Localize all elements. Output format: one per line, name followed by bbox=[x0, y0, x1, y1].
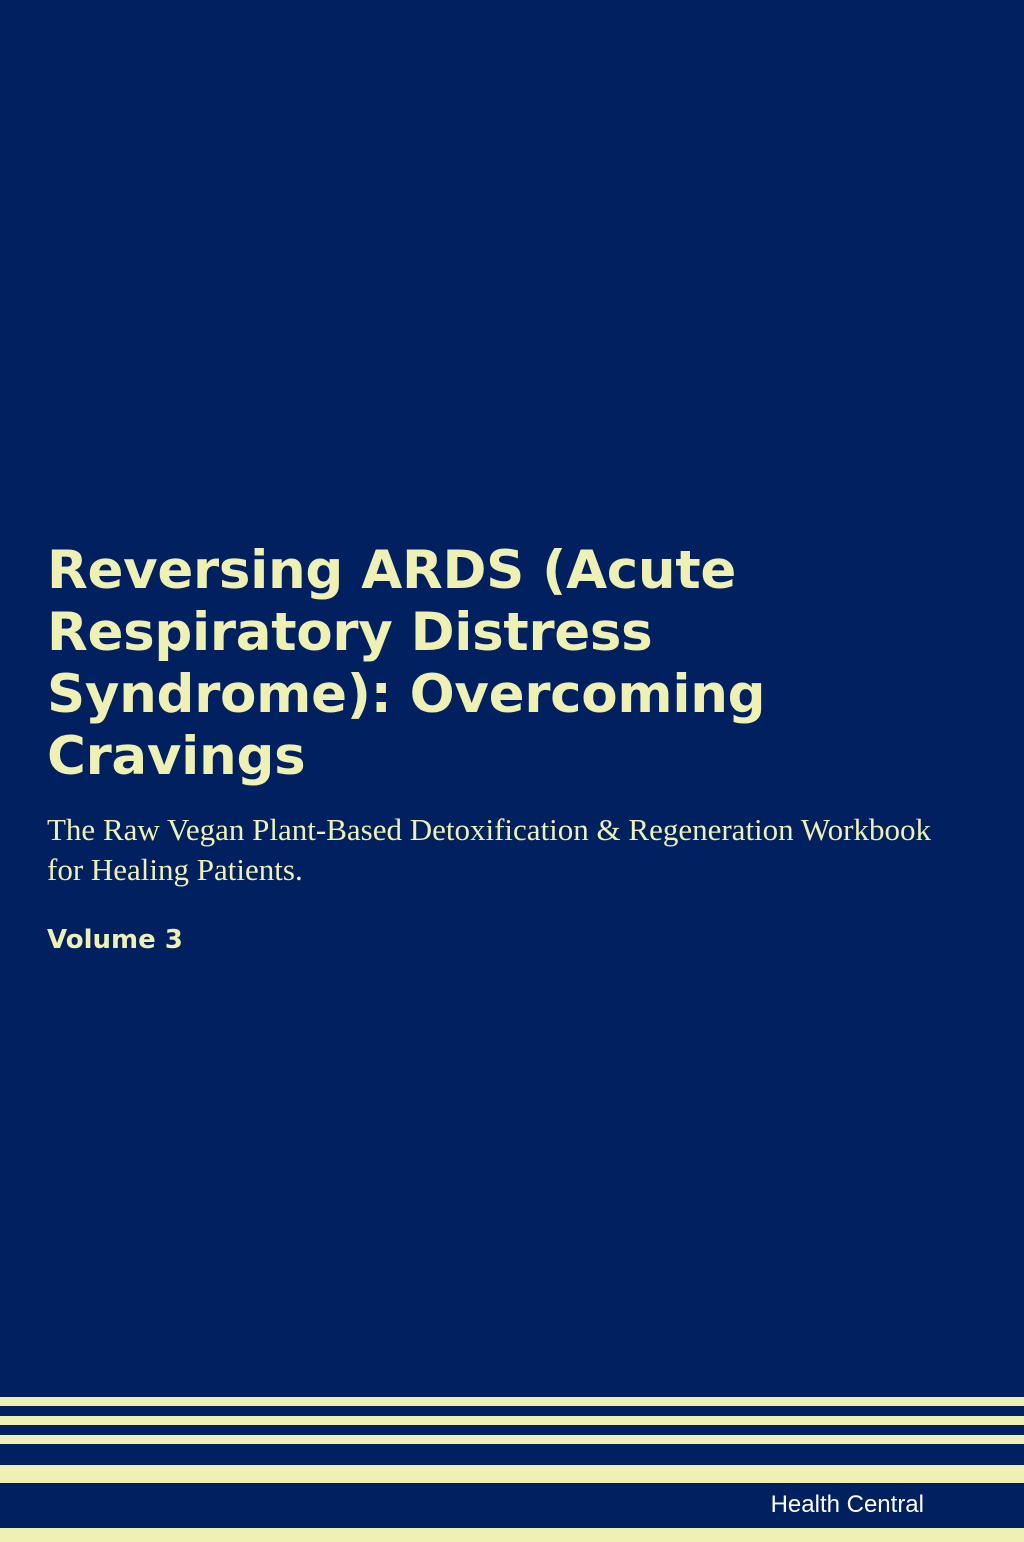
cover-title-block bbox=[47, 540, 947, 955]
publisher-name: Health Central bbox=[770, 1491, 924, 1518]
stripe-4 bbox=[0, 1425, 1024, 1435]
stripe-6 bbox=[0, 1444, 1024, 1465]
page-title: Reversing ARDS (Acute Respiratory Distress Syndrome): Overcoming Cravings bbox=[47, 540, 766, 787]
cover-footer-stripes bbox=[0, 1397, 1024, 1542]
stripe-3 bbox=[0, 1416, 1024, 1425]
stripe-9 bbox=[0, 1528, 1024, 1542]
stripe-5 bbox=[0, 1435, 1024, 1444]
stripe-7 bbox=[0, 1465, 1024, 1483]
cover-volume: Volume 3 bbox=[47, 924, 183, 955]
stripe-2 bbox=[0, 1406, 1024, 1416]
stripe-1 bbox=[0, 1397, 1024, 1406]
cover-subtitle: The Raw Vegan Plant-Based Detoxification & Regeneration Workbook for Healing Patients. bbox=[47, 812, 931, 888]
